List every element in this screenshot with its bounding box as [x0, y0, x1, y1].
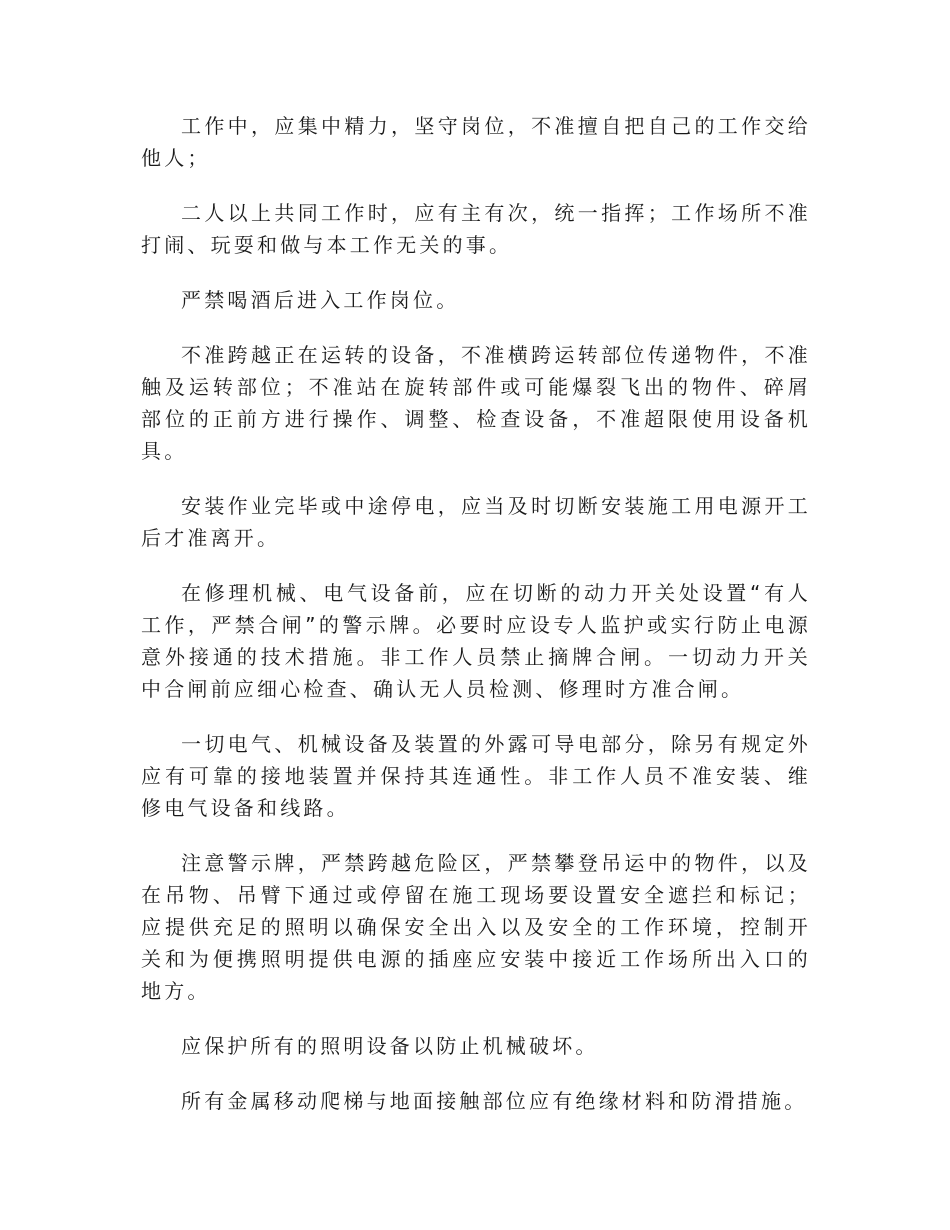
- paragraph: 不准跨越正在运转的设备，不准横跨运转部位传递物件，不准触及运转部位；不准站在旋转部件或可能爆裂飞出的物件、碎屑部位的正前方进行操作、调整、检查设备，不准超限使用设备机具。: [141, 343, 811, 463]
- paragraph: 注意警示牌，严禁跨越危险区，严禁攀登吊运中的物件，以及在吊物、吊臂下通过或停留在施工现场要设置安全遮拦和标记；应提供充足的照明以确保安全出入以及安全的工作环境，控制开关和为便携照明提供电源的插座应安装中接近工作场所出入口的地方。: [141, 851, 811, 1003]
- paragraph: 一切电气、机械设备及装置的外露可导电部分，除另有规定外应有可靠的接地装置并保持其连通性。非工作人员不准安装、维修电气设备和线路。: [141, 732, 811, 820]
- paragraph: 二人以上共同工作时，应有主有次，统一指挥；工作场所不准打闹、玩耍和做与本工作无关的事。: [141, 201, 811, 257]
- paragraph: 在修理机械、电气设备前，应在切断的动力开关处设置“有人工作，严禁合闸”的警示牌。必要时应设专人监护或实行防止电源意外接通的技术措施。非工作人员禁止摘牌合闸。一切动力开关中合闸前应细心检查、确认无人员检测、修理时方准合闸。: [141, 581, 811, 701]
- paragraph: 应保护所有的照明设备以防止机械破坏。: [181, 1034, 599, 1058]
- paragraph: 安装作业完毕或中途停电，应当及时切断安装施工用电源开工后才准离开。: [141, 494, 811, 550]
- paragraph: 严禁喝酒后进入工作岗位。: [181, 288, 460, 312]
- paragraph: 所有金属移动爬梯与地面接触部位应有绝缘材料和防滑措施。: [181, 1089, 808, 1113]
- document-body: [141, 110, 811, 1140]
- paragraph: 工作中，应集中精力，坚守岗位，不准擅自把自己的工作交给他人；: [141, 114, 811, 170]
